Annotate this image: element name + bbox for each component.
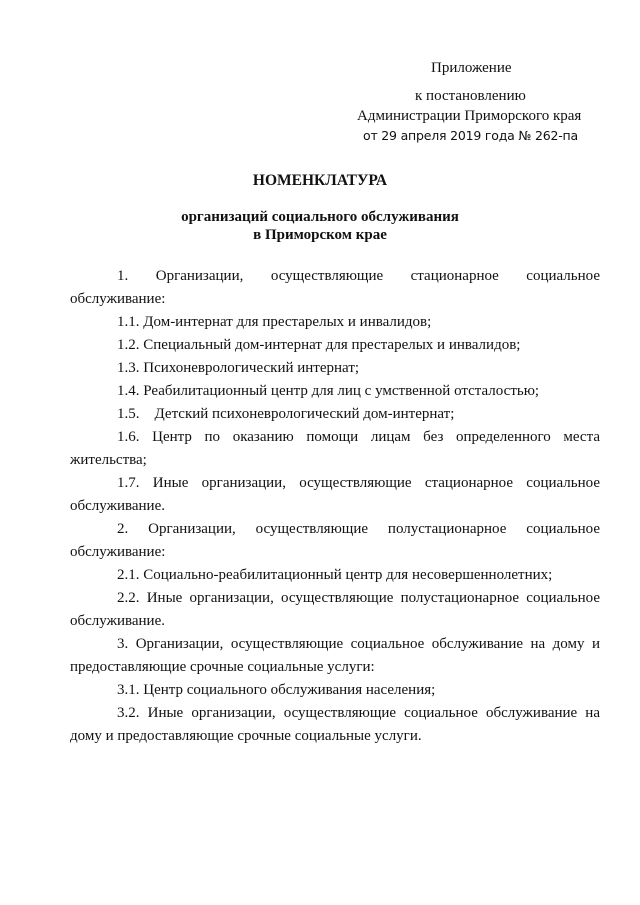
list-item-3-2-line2: дому и предоставляющие срочные социальные услуги.: [70, 728, 422, 744]
list-item-1-2: 1.2. Специальный дом-интернат для престарелых и инвалидов;: [117, 337, 521, 353]
list-item-1-6-line2: жительства;: [70, 452, 147, 468]
list-item-2-line2: обслуживание:: [70, 544, 166, 560]
list-item-3: [70, 633, 600, 679]
appendix-date-number: от 29 апреля 2019 года № 262-па: [363, 128, 578, 143]
list-item-3-line1: 3. Организации, осуществляющие социальное обслуживание на дому и: [117, 636, 600, 652]
list-item-3-2-line1: 3.2. Иные организации, осуществляющие социальное обслуживание на: [117, 705, 600, 721]
list-item-1-6-line1: 1.6. Центр по оказанию помощи лицам без определенного места: [117, 429, 600, 445]
list-item-1-6: [70, 426, 600, 472]
appendix-title: Приложение: [431, 60, 512, 76]
list-item-3-2: [70, 702, 600, 748]
list-item-1-7-line2: обслуживание.: [70, 498, 165, 514]
list-item-2-line1: 2. Организации, осуществляющие полустационарное социальное: [117, 521, 600, 537]
list-item-1-3: 1.3. Психоневрологический интернат;: [117, 360, 360, 376]
list-item-3-line2: предоставляющие срочные социальные услуги:: [70, 659, 375, 675]
list-item-3-1: 3.1. Центр социального обслуживания населения;: [117, 682, 436, 698]
list-item-2-1: 2.1. Социально-реабилитационный центр для несовершеннолетних;: [117, 567, 553, 583]
list-item-2-2: [70, 587, 600, 633]
appendix-resolution: к постановлению: [415, 88, 526, 104]
list-item-2-2-line1: 2.2. Иные организации, осуществляющие полустационарное социальное: [117, 590, 600, 606]
document-title: НОМЕНКЛАТУРА: [252, 172, 388, 189]
list-item-2: [70, 518, 600, 564]
list-item-2-2-line2: обслуживание.: [70, 613, 165, 629]
list-item-1-1: 1.1. Дом-интернат для престарелых и инвалидов;: [117, 314, 432, 330]
appendix-administration: Администрации Приморского края: [357, 108, 582, 124]
list-item-1: [70, 265, 600, 311]
list-item-1-4: 1.4. Реабилитационный центр для лиц с умственной отсталостью;: [117, 383, 540, 399]
nomenclature-list: [70, 265, 600, 748]
document-subtitle-line2: в Приморском крае: [253, 227, 387, 243]
list-item-1-7: [70, 472, 600, 518]
list-item-1-line2: обслуживание:: [70, 291, 166, 307]
appendix-block: [355, 58, 600, 146]
document-subtitle-line1: организаций социального обслуживания: [181, 209, 459, 225]
list-item-1-5: 1.5. Детский психоневрологический дом-интернат;: [117, 406, 455, 422]
list-item-1-line1: 1. Организации, осуществляющие стационарное социальное: [117, 268, 600, 284]
list-item-1-7-line1: 1.7. Иные организации, осуществляющие стационарное социальное: [117, 475, 600, 491]
